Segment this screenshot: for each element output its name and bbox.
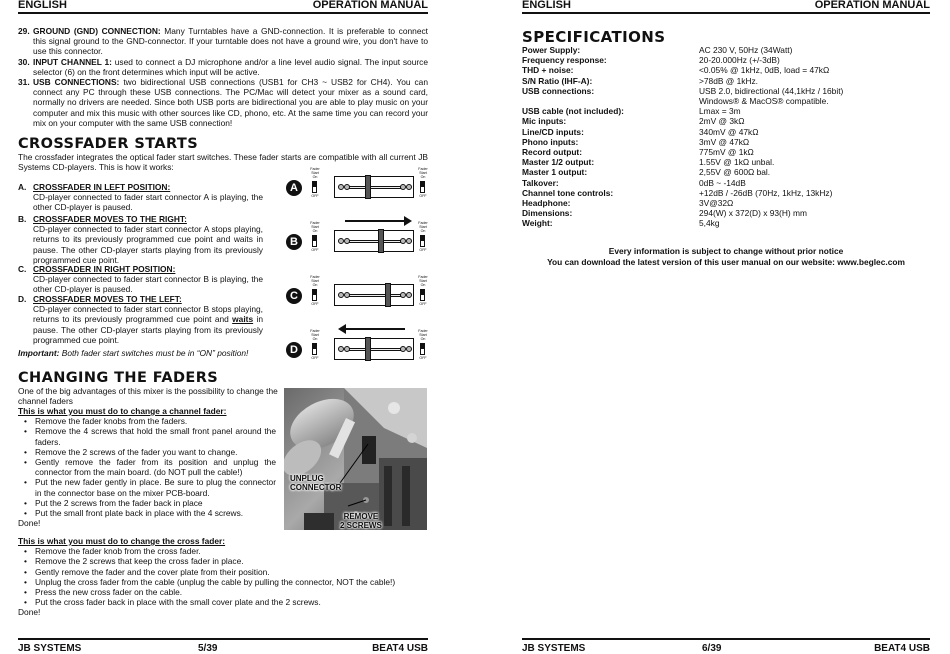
photo-label-unplug: UNPLUG CONNECTOR: [290, 474, 342, 492]
switch-off-label: OFF: [419, 356, 427, 360]
crossfader-diagram-a: [286, 167, 431, 212]
spec-label: Dimensions:: [522, 208, 573, 219]
spec-value: AC 230 V, 50Hz (34Watt): [699, 45, 793, 55]
spec-value: 2mV @ 3kΩ: [699, 116, 745, 127]
fader-start-switch-right: [420, 289, 425, 301]
switch-off-label: OFF: [311, 248, 319, 252]
switch-off-label: OFF: [311, 356, 319, 360]
spec-label: Power Supply:: [522, 45, 581, 55]
step-text: CD-player connected to fader start connector B is playing, the other CD-player is paused.: [33, 274, 263, 295]
step-title: CROSSFADER MOVES TO THE LEFT:: [33, 294, 182, 304]
table-row: [522, 188, 930, 198]
list-item: [18, 26, 428, 57]
footer-page-number: 6/39: [702, 643, 722, 654]
table-row: [522, 208, 930, 218]
important-text: Both fader start switches must be in “ON” position!: [59, 348, 249, 358]
step-title: CROSSFADER IN RIGHT POSITION:: [33, 264, 176, 274]
crossfader-track: [347, 294, 401, 297]
spec-label: Frequency response:: [522, 55, 607, 66]
notice: [522, 246, 930, 267]
numbered-list: [18, 26, 428, 128]
diagram-badge: A: [286, 180, 302, 196]
switch-on-label: On: [312, 175, 318, 179]
step-text-after: in pause. The other CD-player starts playing from its previously programmed cue point.: [33, 314, 263, 345]
channel-done: Done!: [18, 518, 41, 529]
step-d: [18, 294, 263, 345]
list-item: • Put the small front plate back in place with the 4 screws.: [18, 508, 276, 518]
spec-label: Mic inputs:: [522, 116, 567, 127]
faders-intro: One of the big advantages of this mixer is the possibility to change the channel faders: [18, 386, 278, 407]
arrow-right-icon: [345, 220, 405, 222]
fader-start-switch-right: [420, 235, 425, 247]
screw-icon: [406, 238, 412, 244]
fader-start-switch-left: [312, 181, 317, 193]
spec-label: Talkover:: [522, 177, 559, 188]
page-header: [522, 0, 930, 14]
step-title: CROSSFADER MOVES TO THE RIGHT:: [33, 214, 187, 224]
table-row: [522, 137, 930, 147]
specifications-table: [522, 45, 930, 229]
crossfader-knob: [378, 229, 384, 253]
spec-value: 340mV @ 47kΩ: [699, 126, 759, 137]
spec-label: Master 1/2 output:: [522, 157, 595, 168]
step-letter: B.: [18, 214, 27, 224]
item-number: 29.: [18, 26, 30, 36]
table-row: [522, 178, 930, 188]
photo-label-remove: REMOVE 2 SCREWS: [340, 512, 382, 530]
footer-model: BEAT4 USB: [372, 643, 428, 654]
crossfader-knob: [365, 175, 371, 199]
footer-brand: JB SYSTEMS: [18, 643, 82, 654]
spec-value: <0.05% @ 1kHz, 0dB, load = 47kΩ: [699, 65, 830, 76]
switch-off-label: OFF: [419, 194, 427, 198]
spec-value: >78dB @ 1kHz.: [699, 75, 759, 86]
crossfader-knob: [365, 337, 371, 361]
cross-done: Done!: [18, 607, 41, 618]
screw-icon: [406, 292, 412, 298]
header-title: OPERATION MANUAL: [312, 0, 428, 11]
list-item: • Remove the fader knobs from the faders.: [18, 416, 276, 426]
table-row: [522, 65, 930, 75]
spec-value: 0dB ~ -14dB: [699, 177, 746, 188]
spec-label: THD + noise:: [522, 65, 574, 76]
table-row: [522, 167, 930, 177]
spec-value: 20-20.000Hz (+/-3dB): [699, 55, 780, 66]
crossfader-diagram-d: [286, 329, 431, 374]
fader-start-switch-left: [312, 235, 317, 247]
crossfader-panel: [334, 284, 414, 306]
switch-on-label: On: [312, 283, 318, 287]
spec-label: Headphone:: [522, 198, 571, 209]
fader-start-label: Fader Start: [310, 275, 320, 283]
screw-icon: [344, 238, 350, 244]
switch-off-label: OFF: [311, 194, 319, 198]
switch-on-label: On: [420, 175, 426, 179]
table-row: [522, 106, 930, 116]
section-title-crossfader: CROSSFADER STARTS: [18, 136, 199, 152]
crossfader-diagram-b: [286, 221, 431, 266]
screw-icon: [344, 346, 350, 352]
item-title: GROUND (GND) CONNECTION:: [33, 26, 161, 36]
spec-value: 294(W) x 372(D) x 93(H) mm: [699, 208, 807, 219]
screw-icon: [406, 346, 412, 352]
list-item: • Put the new fader gently in place. Be sure to plug the connector in the connector base on the mixer PCB-board.: [18, 477, 276, 497]
table-row: [522, 86, 930, 96]
important-label: Important:: [18, 348, 60, 358]
spec-label: Master 1 output:: [522, 167, 588, 178]
list-item: • Remove the 2 screws that keep the cross fader in place.: [18, 556, 428, 566]
spec-value: 1.55V @ 1kΩ unbal.: [699, 157, 775, 168]
diagram-badge: B: [286, 234, 302, 250]
table-row: [522, 218, 930, 228]
crossfader-panel: [334, 338, 414, 360]
item-title: INPUT CHANNEL 1:: [33, 56, 112, 67]
spec-label: S/N Ratio (IHF-A):: [522, 75, 593, 86]
fader-start-label: Fader Start: [418, 275, 428, 283]
fader-start-label: Fader Start: [418, 167, 428, 175]
crossfader-track: [347, 348, 401, 351]
list-item: • Remove the fader knob from the cross fader.: [18, 546, 428, 556]
crossfader-track: [347, 240, 401, 243]
fader-start-switch-left: [312, 289, 317, 301]
fader-start-label: Fader Start: [310, 221, 320, 229]
table-row: [522, 198, 930, 208]
right-page: [522, 0, 930, 654]
step-text: CD-player connected to fader start connector A is playing, the other CD-player is paused.: [33, 192, 263, 213]
list-item: • Gently remove the fader from its position and unplug the connector from the main board. (do NOT pull the cable!): [18, 457, 276, 477]
table-row: [522, 127, 930, 137]
spec-value: 2,55V @ 600Ω bal.: [699, 167, 771, 178]
spec-label: [522, 96, 699, 106]
footer-brand: JB SYSTEMS: [522, 643, 586, 654]
list-item: • Put the cross fader back in place with the small cover plate and the 2 screws.: [18, 597, 428, 607]
table-row: [522, 55, 930, 65]
step-letter: D.: [18, 294, 27, 304]
fader-photo: [284, 388, 427, 530]
section-title-faders: CHANGING THE FADERS: [18, 370, 219, 386]
diagram-badge: D: [286, 342, 302, 358]
left-page: [18, 0, 428, 654]
spec-value: Windows® & MacOS® compatible.: [699, 96, 829, 107]
diagram-badge: C: [286, 288, 302, 304]
step-letter: A.: [18, 182, 27, 192]
switch-on-label: On: [420, 337, 426, 341]
list-item: • Remove the 4 screws that hold the small front panel around the faders.: [18, 426, 276, 446]
switch-off-label: OFF: [419, 248, 427, 252]
page-footer: [18, 638, 428, 654]
notice-download: You can download the latest version of this user manual on our website: www.beglec.com: [547, 256, 905, 267]
spec-value: Lmax = 3m: [699, 106, 741, 117]
screw-icon: [344, 184, 350, 190]
screw-icon: [406, 184, 412, 190]
fader-start-switch-right: [420, 343, 425, 355]
page-header: [18, 0, 428, 14]
table-row: [522, 96, 930, 106]
step-title: CROSSFADER IN LEFT POSITION:: [33, 182, 171, 192]
crossfader-panel: [334, 230, 414, 252]
crossfader-knob: [385, 283, 391, 307]
spec-value: 3V@32Ω: [699, 198, 734, 209]
switch-off-label: OFF: [419, 302, 427, 306]
cross-fader-heading: This is what you must do to change the cross fader:: [18, 536, 226, 546]
table-row: [522, 45, 930, 55]
spec-label: Channel tone controls:: [522, 187, 614, 198]
item-text: Many Turntables have a GND-connection. It is preferable to connect this signal ground to the GND-connector. If your turntable does not have a ground wire, you don't have to use this connector.: [33, 26, 428, 57]
screw-icon: [344, 292, 350, 298]
list-item: • Press the new cross fader on the cable.: [18, 587, 428, 597]
footer-model: BEAT4 USB: [874, 643, 930, 654]
spec-value: 3mV @ 47kΩ: [699, 136, 750, 147]
switch-on-label: On: [312, 337, 318, 341]
step-text: CD-player connected to fader start connector A stops playing, returns to its previously programmed cue point and waits in pause. The other CD-player starts playing from its previously programmed cue point.: [33, 224, 263, 265]
item-number: 31.: [18, 77, 30, 88]
step-b: [18, 214, 263, 264]
spec-label: Weight:: [522, 218, 553, 229]
channel-fader-instructions: [18, 406, 276, 528]
list-item: • Gently remove the fader and the cover plate from their position.: [18, 567, 428, 577]
page-footer: [522, 638, 930, 654]
item-number: 30.: [18, 56, 30, 67]
channel-fader-heading: This is what you must do to change a channel fader:: [18, 406, 227, 416]
step-a: [18, 182, 263, 214]
header-title: OPERATION MANUAL: [814, 0, 930, 11]
mixer-photo-illustration: [284, 388, 427, 530]
spec-label: USB cable (not included):: [522, 106, 624, 117]
step-c: [18, 264, 263, 294]
item-text: used to connect a DJ microphone and/or a line level audio signal. The input source selector (6) on the front determines which input will be active.: [33, 56, 428, 77]
header-language: ENGLISH: [18, 0, 67, 11]
spec-value: 775mV @ 1kΩ: [699, 147, 754, 158]
switch-on-label: On: [312, 229, 318, 233]
spec-label: Record output:: [522, 147, 583, 158]
list-item: [18, 77, 428, 128]
table-row: [522, 76, 930, 86]
switch-off-label: OFF: [311, 302, 319, 306]
crossfader-diagram-c: [286, 275, 431, 320]
cross-fader-steps: [18, 546, 428, 607]
list-item: • Put the 2 screws from the fader back in place: [18, 498, 276, 508]
fader-start-label: Fader Start: [418, 329, 428, 337]
crossfader-track: [347, 186, 401, 189]
spec-value: 5,4kg: [699, 218, 720, 229]
spec-label: USB connections:: [522, 85, 595, 96]
item-title: USB CONNECTIONS:: [33, 77, 120, 88]
header-language: ENGLISH: [522, 0, 571, 11]
channel-fader-steps: [18, 416, 276, 518]
spec-value: USB 2.0, bidirectional (44,1kHz / 16bit): [699, 85, 844, 96]
cross-fader-instructions: [18, 536, 428, 618]
list-item: [18, 57, 428, 77]
item-text: two bidirectional USB connections (USB1 for CH3 ~ USB2 for CH4). You can connect any PC through these USB connections. The PC/Mac will detect your mixer as a sound card, normally no drivers are needed. Since both USB ports are bidirectional you are able to play music on your computer and mix this music with other sources like CD, phono, etc. At the same time you can record your mix on your computer with the same USB connection!: [33, 77, 429, 128]
important-note: [18, 348, 248, 358]
switch-on-label: On: [420, 283, 426, 287]
table-row: [522, 116, 930, 126]
fader-start-switch-right: [420, 181, 425, 193]
table-row: [522, 147, 930, 157]
fader-start-switch-left: [312, 343, 317, 355]
table-row: [522, 157, 930, 167]
arrow-left-icon: [345, 328, 405, 330]
crossfader-steps: [18, 182, 263, 345]
footer-page-number: 5/39: [198, 643, 218, 654]
list-item: • Unplug the cross fader from the cable (unplug the cable by pulling the connector, NOT the cable!): [18, 577, 428, 587]
section-title-specifications: SPECIFICATIONS: [522, 28, 666, 46]
step-text: CD-player connected to fader start connector B stops playing, returns to its previously programmed cue point and: [33, 304, 263, 325]
crossfader-intro: The crossfader integrates the optical fader start switches. These fader starts are compatible with all current JB Systems CD-players. This is how it works:: [18, 152, 428, 173]
list-item: • Remove the 2 screws of the fader you want to change.: [18, 447, 276, 457]
step-emphasis: waits: [232, 314, 254, 325]
notice-change: Every information is subject to change without prior notice: [608, 246, 844, 256]
switch-on-label: On: [420, 229, 426, 233]
spec-label: Line/CD inputs:: [522, 126, 584, 137]
spec-value: +12dB / -26dB (70Hz, 1kHz, 13kHz): [699, 187, 833, 198]
spec-label: Phono inputs:: [522, 136, 579, 147]
fader-start-label: Fader Start: [418, 221, 428, 229]
crossfader-panel: [334, 176, 414, 198]
step-letter: C.: [18, 264, 27, 274]
fader-start-label: Fader Start: [310, 167, 320, 175]
fader-start-label: Fader Start: [310, 329, 320, 337]
